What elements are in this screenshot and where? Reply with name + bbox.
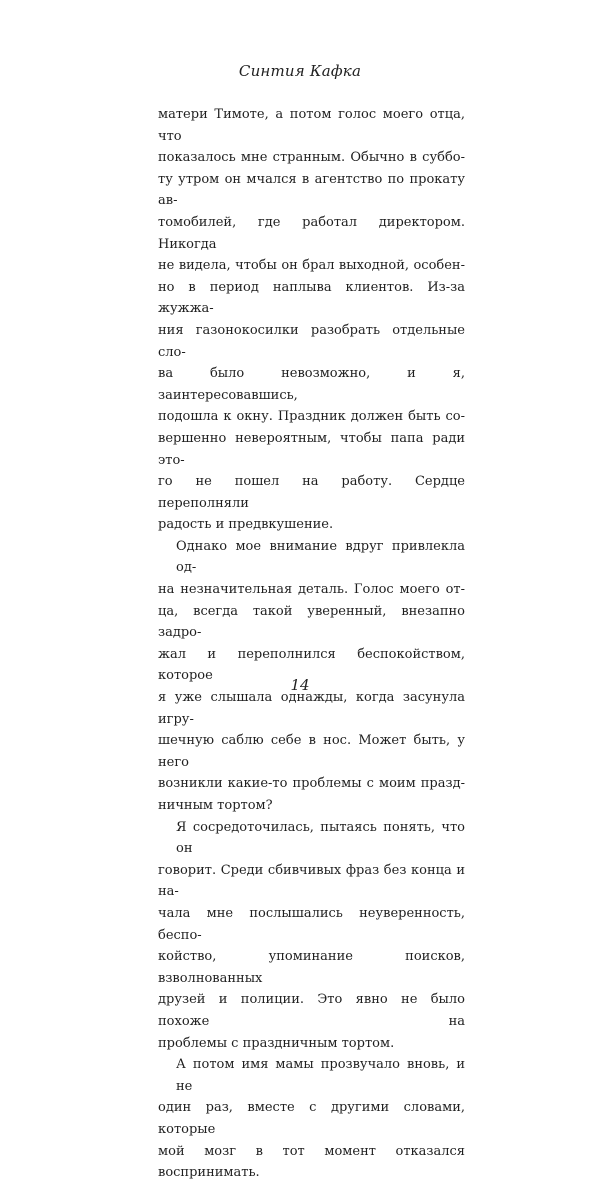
text-line: не видела, чтобы он брал выходной, особен- <box>158 258 465 274</box>
text-line: ту утром он мчался в агентство по прокату ав- <box>158 171 465 209</box>
text-line: я уже слышала однажды, когда засунула игру- <box>158 690 465 727</box>
text-line: ничным тортом? <box>158 798 273 813</box>
text-line: Однако мое внимание вдруг привлекла од- <box>176 538 465 576</box>
text-line: матери Тимоте, а потом голос моего отца, что <box>158 107 465 144</box>
text-line: радость и предвкушение. <box>158 517 334 533</box>
text-line: Я сосредоточилась, пытаясь понять, что он <box>176 819 465 857</box>
text-line: показалось мне странным. Обычно в суббо- <box>158 150 465 166</box>
text-line: А потом имя мамы прозвучало вновь, и не <box>176 1057 465 1094</box>
text-line: проблемы с праздничным тортом. <box>158 1035 395 1051</box>
text-line: говорит. Среди сбивчивых фраз без конца и на- <box>158 862 465 900</box>
text-line: койство, упоминание поисков, взволнованных <box>158 949 465 986</box>
text-line: томобилей, где работал директором. Никогда <box>158 214 465 252</box>
text-line: подошла к окну. Праздник должен быть со- <box>158 409 465 425</box>
text-line: возникли какие-то проблемы с моим празд- <box>158 776 465 792</box>
text-line: один раз, вместе с другими словами, которые <box>158 1100 465 1137</box>
text-line: жал и переполнился беспокойством, которое <box>158 646 465 684</box>
text-line: вершенно невероятным, чтобы папа ради это- <box>158 430 465 468</box>
text-line: чала мне послышались неуверенность, беспо- <box>158 905 465 943</box>
text-line: друзей и полиции. Это явно не было похоже на <box>158 992 465 1029</box>
text-line: ва было невозможно, и я, заинтересовавшись, <box>158 366 465 403</box>
text-line: но в период наплыва клиентов. Из-за жужжа- <box>158 279 465 317</box>
text-line: шечную саблю себе в нос. Может быть, у него <box>158 733 465 770</box>
running-head: Синтия Кафка <box>238 62 362 80</box>
text-line: ния газонокосилки разобрать отдельные сло- <box>158 322 465 360</box>
body-text <box>158 104 465 1184</box>
text-line: го не пошел на работу. Сердце переполняли <box>158 474 465 511</box>
text-line: мой мозг в тот момент отказался воспринимать. <box>158 1143 465 1181</box>
text-line: на незначительная деталь. Голос моего от- <box>158 582 465 598</box>
page-number: 14 <box>290 676 310 694</box>
text-line: ца, всегда такой уверенный, внезапно задро- <box>158 603 465 641</box>
